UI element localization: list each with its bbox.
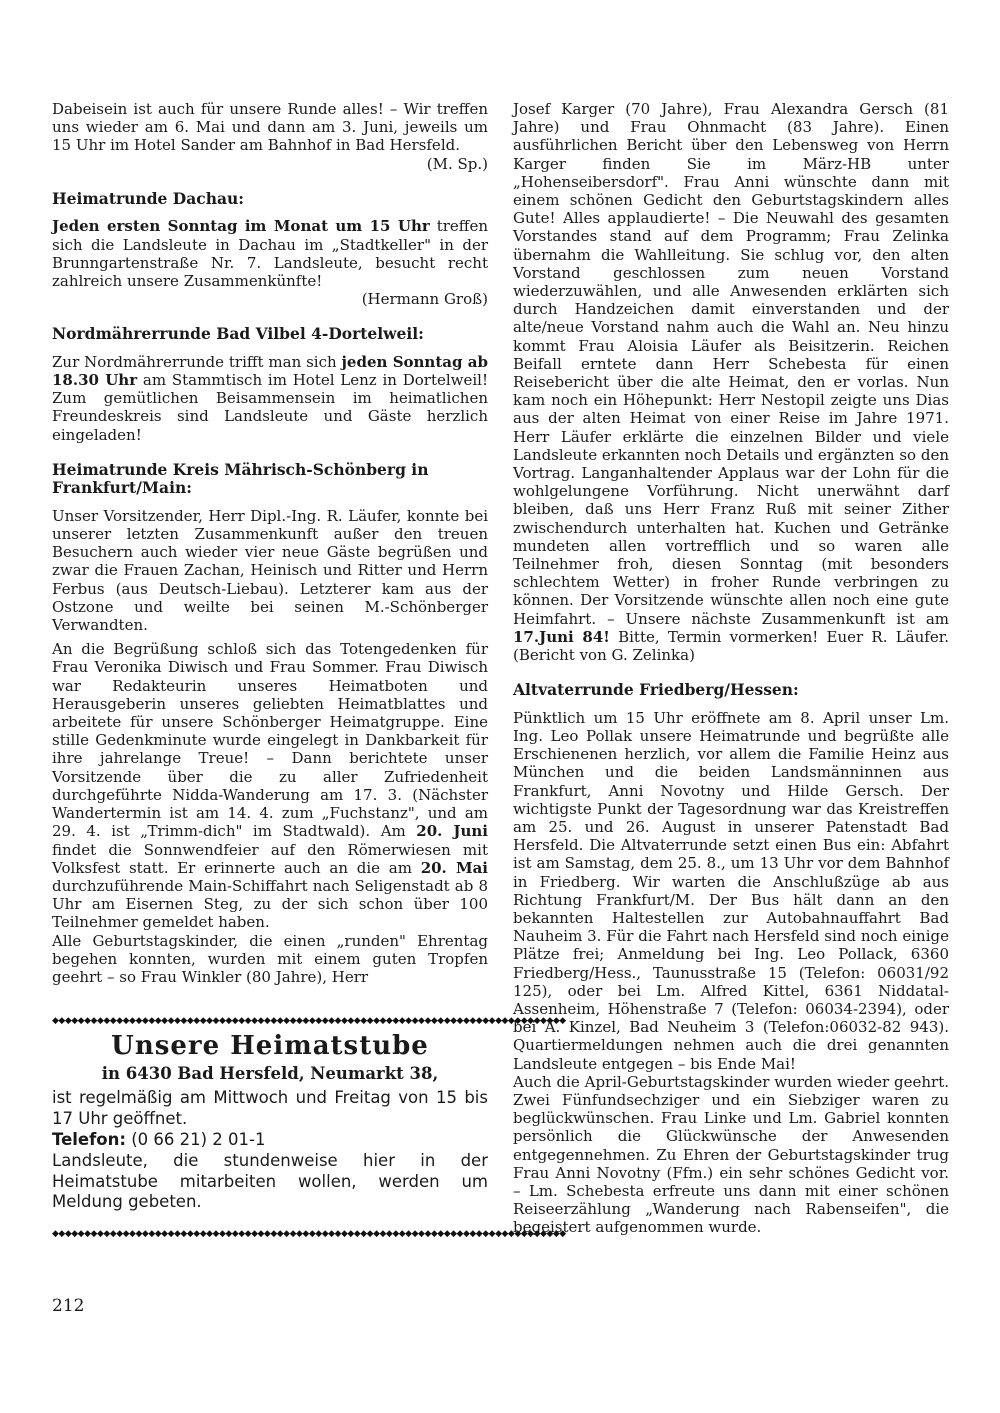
- heading-dachau: Heimatrunde Dachau:: [52, 188, 245, 208]
- heimatstube-phone: Telefon: (0 66 21) 2 01-1: [52, 1130, 266, 1150]
- dachau-signature: (Hermann Groß): [361, 290, 488, 309]
- heimatstube-box: [52, 1008, 566, 1241]
- intro-paragraph: Dabeisein ist auch für unsere Runde alles! – Wir treffen uns wieder am 6. Mai und dann am 3. Juni, jeweils um 15 Uhr im Hotel Sander am Bahnhof in Bad Hersfeld.: [52, 100, 488, 155]
- heimatstube-address: in 6430 Bad Hersfeld, Neumarkt 38,: [101, 1064, 439, 1084]
- right-column: [513, 100, 949, 1237]
- page-number: 212: [52, 1296, 85, 1316]
- heading-frankfurt: Heimatrunde Kreis Mährisch-Schönberg in Frankfurt/Main:: [52, 459, 429, 498]
- heading-vilbel: Nordmährerrunde Bad Vilbel 4-Dortelweil:: [52, 324, 424, 344]
- altvater-paragraph-2: Auch die April-Geburtstagskinder wurden wieder geehrt. Zwei Fünfundsechziger und ein Siebziger waren zu beglückwünschen. Frau Linke und Lm. Gabriel konnten persönlich die Glückwünsche der Anwesenden entgegennehmen. Zu Ehren der Geburtstagskinder trug Frau Anni Novotny (Ffm.) ein sehr schönes Gedicht vor. – Lm. Schebesta erfreute uns dann mit einer schönen Reiseerzählung „Wanderung nach Rabenseifen", die begeistert aufgenommen wurde.: [513, 1072, 949, 1237]
- heading-altvater: Altvaterrunde Friedberg/Hessen:: [513, 680, 799, 700]
- frankfurt-paragraph-2: An die Begrüßung schloß sich das Totengedenken für Frau Veronika Diwisch und Frau Sommer. Frau Diwisch war Redakteurin unseres Heimatboten und Herausgeberin unseres geliebten Heimatblattes und arbeitete für unsere Schönberger Heimatgruppe. Eine stille Gedenkminute wurde eingelegt in Dankbarkeit für ihre jahrelange Treue! – Dann berichtete unser Vorsitzende über die zu aller Zufriedenheit durchgeführte Nidda-Wanderung am 17. 3. (Nächster Wandertermin ist am 14. 4. zum „Fuchstanz", und am 29. 4. ist „Trimm-dich" im Stadtwald). Am 20. Juni findet die Sonnwendfeier auf den Römerwiesen mit Volksfest statt. Er erinnerte auch an die am 20. Mai durchzuführende Main-Schiffahrt nach Seligenstadt ab 8 Uhr am Eisernen Steg, zu der sich schon über 100 Teilnehmer gemeldet haben.: [52, 640, 489, 932]
- altvater-paragraph-1: Pünktlich um 15 Uhr eröffnete am 8. April unser Lm. Ing. Leo Pollak unsere Heimatrunde und begrüßte alle Erschienenen herzlich, vor allem die Familie Heinz aus München und die beiden Landsmänninnen aus Frankfurt, Anni Novotny und Hilde Gersch. Der wichtigste Punkt der Tagesordnung war das Kreistreffen am 25. und 26. August in unserer Patenstadt Bad Hersfeld. Die Altvaterrunde setzt einen Bus ein: Abfahrt ist am Samstag, dem 25. 8., um 13 Uhr vor dem Bahnhof in Friedberg. Wir warten die Anschlußzüge ab aus Richtung Frankfurt/M. Der Bus hält dann an den bekannten Haltestellen zur Autobahnauffahrt Bad Nauheim 3. Für die Fahrt nach Hersfeld sind noch einige Plätze frei; Anmeldung bei Ing. Leo Pollack, 6360 Friedberg/Hess., Taunusstraße 15 (Telefon: 06031/92 125), oder bei Lm. Alfred Kittel, 6361 Niddatal-Assenheim, Höhenstraße 7 (Telefon: 06034-2394), oder bei A. Kinzel, Bad Neuheim 3 (Telefon:06032-82 943). Quartiermeldungen nehmen auch die drei genannten Landsleute entgegen – bis Ende Mai!: [513, 708, 949, 1073]
- vilbel-paragraph: Zur Nordmährerrunde trifft man sich jeden Sonntag ab 18.30 Uhr am Stammtisch im Hotel Lenz in Dortelweil! Zum gemütlichen Beisammensein im heimatlichen Freundeskreis sind Landsleute und Gäste herzlich eingeladen!: [52, 352, 488, 444]
- divider-bottom: ◆◆◆◆◆◆◆◆◆◆◆◆◆◆◆◆◆◆◆◆◆◆◆◆◆◆◆◆◆◆◆◆◆◆◆◆◆◆◆◆◆◆◆◆◆◆◆◆◆◆◆◆◆◆◆◆◆◆◆◆◆◆◆◆◆◆◆◆◆◆◆◆◆◆◆◆◆◆◆◆: [52, 1228, 566, 1239]
- heimatstube-title: Unsere Heimatstube: [111, 1031, 429, 1062]
- divider-top: ◆◆◆◆◆◆◆◆◆◆◆◆◆◆◆◆◆◆◆◆◆◆◆◆◆◆◆◆◆◆◆◆◆◆◆◆◆◆◆◆◆◆◆◆◆◆◆◆◆◆◆◆◆◆◆◆◆◆◆◆◆◆◆◆◆◆◆◆◆◆◆◆◆◆◆◆◆◆◆◆: [52, 1016, 566, 1027]
- frankfurt-paragraph-3: Alle Geburtstagskinder, die einen „runden" Ehrentag begehen konnten, wurden mit einem guten Tropfen geehrt – so Frau Winkler (80 Jahre), Herr: [52, 931, 488, 986]
- continuation-paragraph: Josef Karger (70 Jahre), Frau Alexandra Gersch (81 Jahre) und Frau Ohnmacht (83 Jahre). Einen ausführlichen Bericht über den Lebensweg von Herrn Karger finden Sie im März-HB unter „Hohenseibersdorf". Frau Anni wünschte dann mit einem schönen Gedicht den Geburtstagskindern alles Gute! Alles applaudierte! – Die Neuwahl des gesamten Vorstandes stand auf dem Programm; Frau Zelinka übernahm die Wahlleitung. Sie schlug vor, den alten Vorstand geschlossen zum neuen Vorstand wiederzuwählen, und alle Anwesenden erklärten sich durch Handzeichen damit einverstanden und der alte/neue Vorstand nahm auch die Wahl an. Neu hinzu kommt Frau Aloisia Läufer als Beisitzerin. Reichen Beifall erntete dann Herr Schebesta für einen Reisebericht über die alte Heimat, den er vorlas. Nun kam noch ein Höhepunkt: Herr Nestopil zeigte uns Dias aus der alten Heimat von einer Reise im Jahre 1971. Herr Läufer erklärte die einzelnen Bilder und viele Landsleute erkannten noch Details und ergänzten so den Vortrag. Langanhaltender Applaus war der Lohn für die wohlgelungene Vorführung. Nicht unerwähnt darf bleiben, daß uns Herr Franz Ruß mit seiner Zither zwischendurch unterhalten hat. Kuchen und Getränke mundeten allen vortrefflich und so waren alle Teilnehmer froh, diesen Sonntag (mit besonders schlechtem Wetter) in froher Runde verbringen zu können. Der Vorsitzende wünschte allen noch eine gute Heimfahrt. – Unsere nächste Zusammenkunft ist am 17.Juni 84! Bitte, Termin vormerken! Euer R. Läufer. (Bericht von G. Zelinka): [513, 100, 949, 665]
- heimatstube-appeal: Landsleute, die stundenweise hier in der Heimatstube mitarbeiten wollen, werden um Meldung gebeten.: [52, 1151, 488, 1212]
- left-column: [52, 100, 566, 1241]
- frankfurt-paragraph-1: Unser Vorsitzender, Herr Dipl.-Ing. R. Läufer, konnte bei unserer letzten Zusammenkunft außer den treuen Besuchern auch wieder vier neue Gäste begrüßen und zwar die Frauen Zachan, Heinisch und Ritter und Herrn Ferbus (aus Deutsch-Liebau). Letzterer kam aus der Ostzone und weilte bei seinen M.-Schönberger Verwandten.: [52, 506, 488, 635]
- dachau-paragraph: Jeden ersten Sonntag im Monat um 15 Uhr treffen sich die Landsleute in Dachau im „Stadtkeller" in der Brunngartenstraße Nr. 7. Landsleute, besucht recht zahlreich unsere Zusammenkünfte!: [52, 217, 488, 290]
- heimatstube-hours: ist regelmäßig am Mittwoch und Freitag von 15 bis 17 Uhr geöffnet.: [52, 1088, 488, 1128]
- intro-signature: (M. Sp.): [426, 154, 488, 173]
